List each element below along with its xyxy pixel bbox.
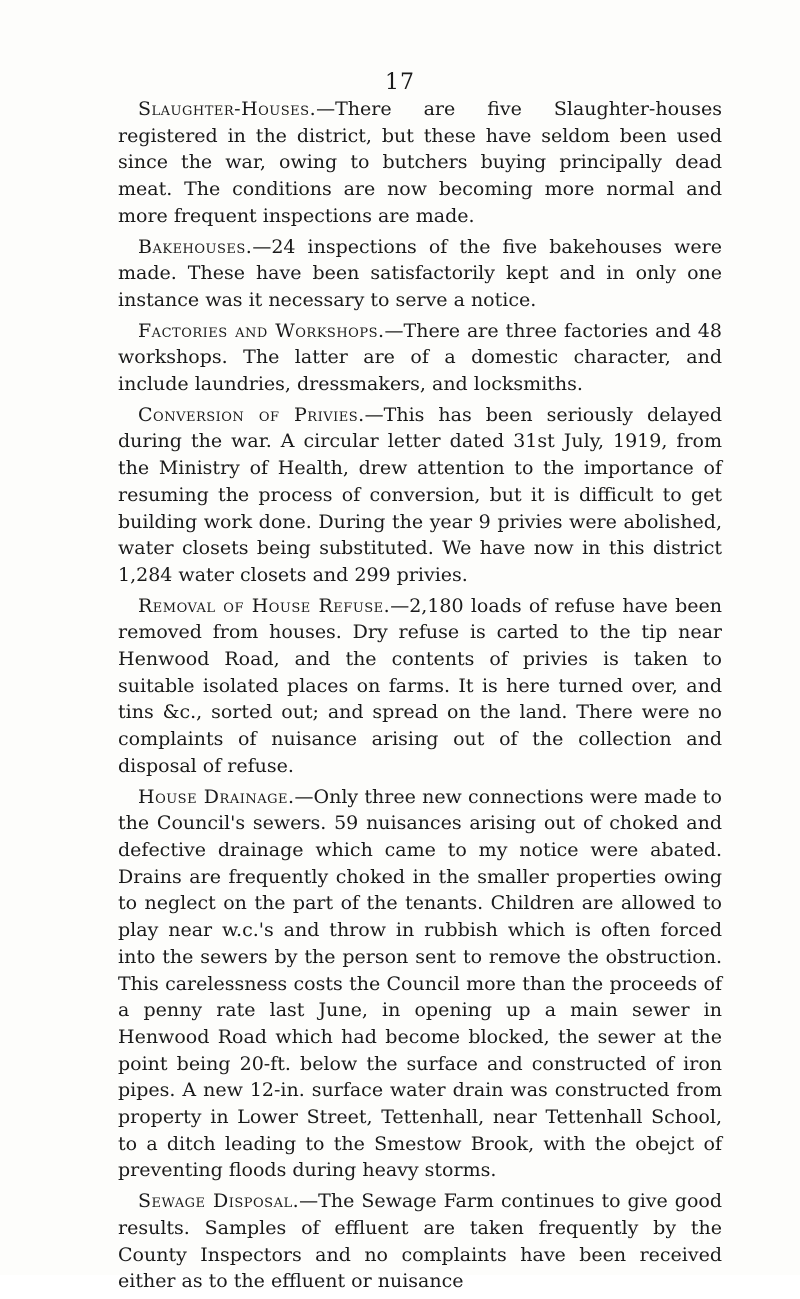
paragraph-factories-workshops [118, 318, 722, 398]
section-heading: Sewage Disposal. [138, 1190, 300, 1213]
section-heading: House Drainage. [138, 785, 295, 808]
paragraph-sewage-disposal [118, 1188, 722, 1295]
section-heading: Factories and Workshops. [138, 319, 385, 342]
paragraph-conversion-of-privies [118, 402, 722, 589]
paragraph-removal-of-refuse [118, 593, 722, 780]
section-text: —There are five Slaughter-houses registered in the district, but these have seldom been used since the war, owing to butchers buying principally dead meat. The conditions are now becoming more normal and more frequent inspections are made. [118, 98, 722, 227]
section-text: —Only three new connections were made to the Council's sewers. 59 nuisances arising out of choked and defective drainage which came to my notice were abated. Drains are frequently choked in the smaller properties owing to neglect on the part of the tenants. Children are allowed to play near w.c.'s and throw in rubbish which is often forced into the sewers by the person sent to remove the obstruction. This carelessness costs the Council more than the proceeds of a penny rate last June, in opening up a main sewer in Henwood Road which had become blocked, the sewer at the point being 20-ft. below the surface and constructed of iron pipes. A new 12-in. surface water drain was constructed from property in Lower Street, Tettenhall, near Tettenhall School, to a ditch leading to the Smestow Brook, with the obejct of preventing floods during heavy storms. [118, 785, 722, 1182]
section-text: —There are three factories and 48 workshops. The latter are of a domestic character, and include laundries, dressmakers, and locksmiths. [118, 319, 722, 396]
paragraph-house-drainage [118, 784, 722, 1185]
section-heading: Slaughter-Houses. [138, 98, 317, 120]
section-heading: Removal of House Refuse. [138, 594, 391, 617]
paragraph-bakehouses [118, 234, 722, 314]
section-heading: Conversion of Privies. [138, 403, 365, 426]
section-text: —This has been seriously delayed during the war. A circular letter dated 31st July, 1919, from the Ministry of Health, drew attention to the importance of resuming the process of conversion, but it is difficult to get building work done. During the year 9 privies were abolished, water closets being substituted. We have now in this district 1,284 water closets and 299 privies. [118, 403, 722, 586]
section-text: —2,180 loads of refuse have been removed from houses. Dry refuse is carted to the tip near Henwood Road, and the contents of privies is taken to suitable isolated places on farms. It is here turned over, and tins &c., sorted out; and spread on the land. There were no complaints of nuisance arising out of the collection and disposal of refuse. [118, 594, 722, 777]
section-text: —24 inspections of the five bakehouses were made. These have been satisfactorily kept and in only one instance was it necessary to serve a notice. [118, 235, 722, 311]
section-text: —The Sewage Farm continues to give good results. Samples of effluent are taken frequently by the County Inspectors and no complaints have been received either as to the effluent or nuisance [118, 1190, 722, 1293]
report-body [118, 96, 722, 1299]
section-heading: Bakehouses. [138, 235, 253, 258]
paragraph-slaughter-houses [118, 96, 722, 230]
page-number: 17 [385, 70, 415, 95]
